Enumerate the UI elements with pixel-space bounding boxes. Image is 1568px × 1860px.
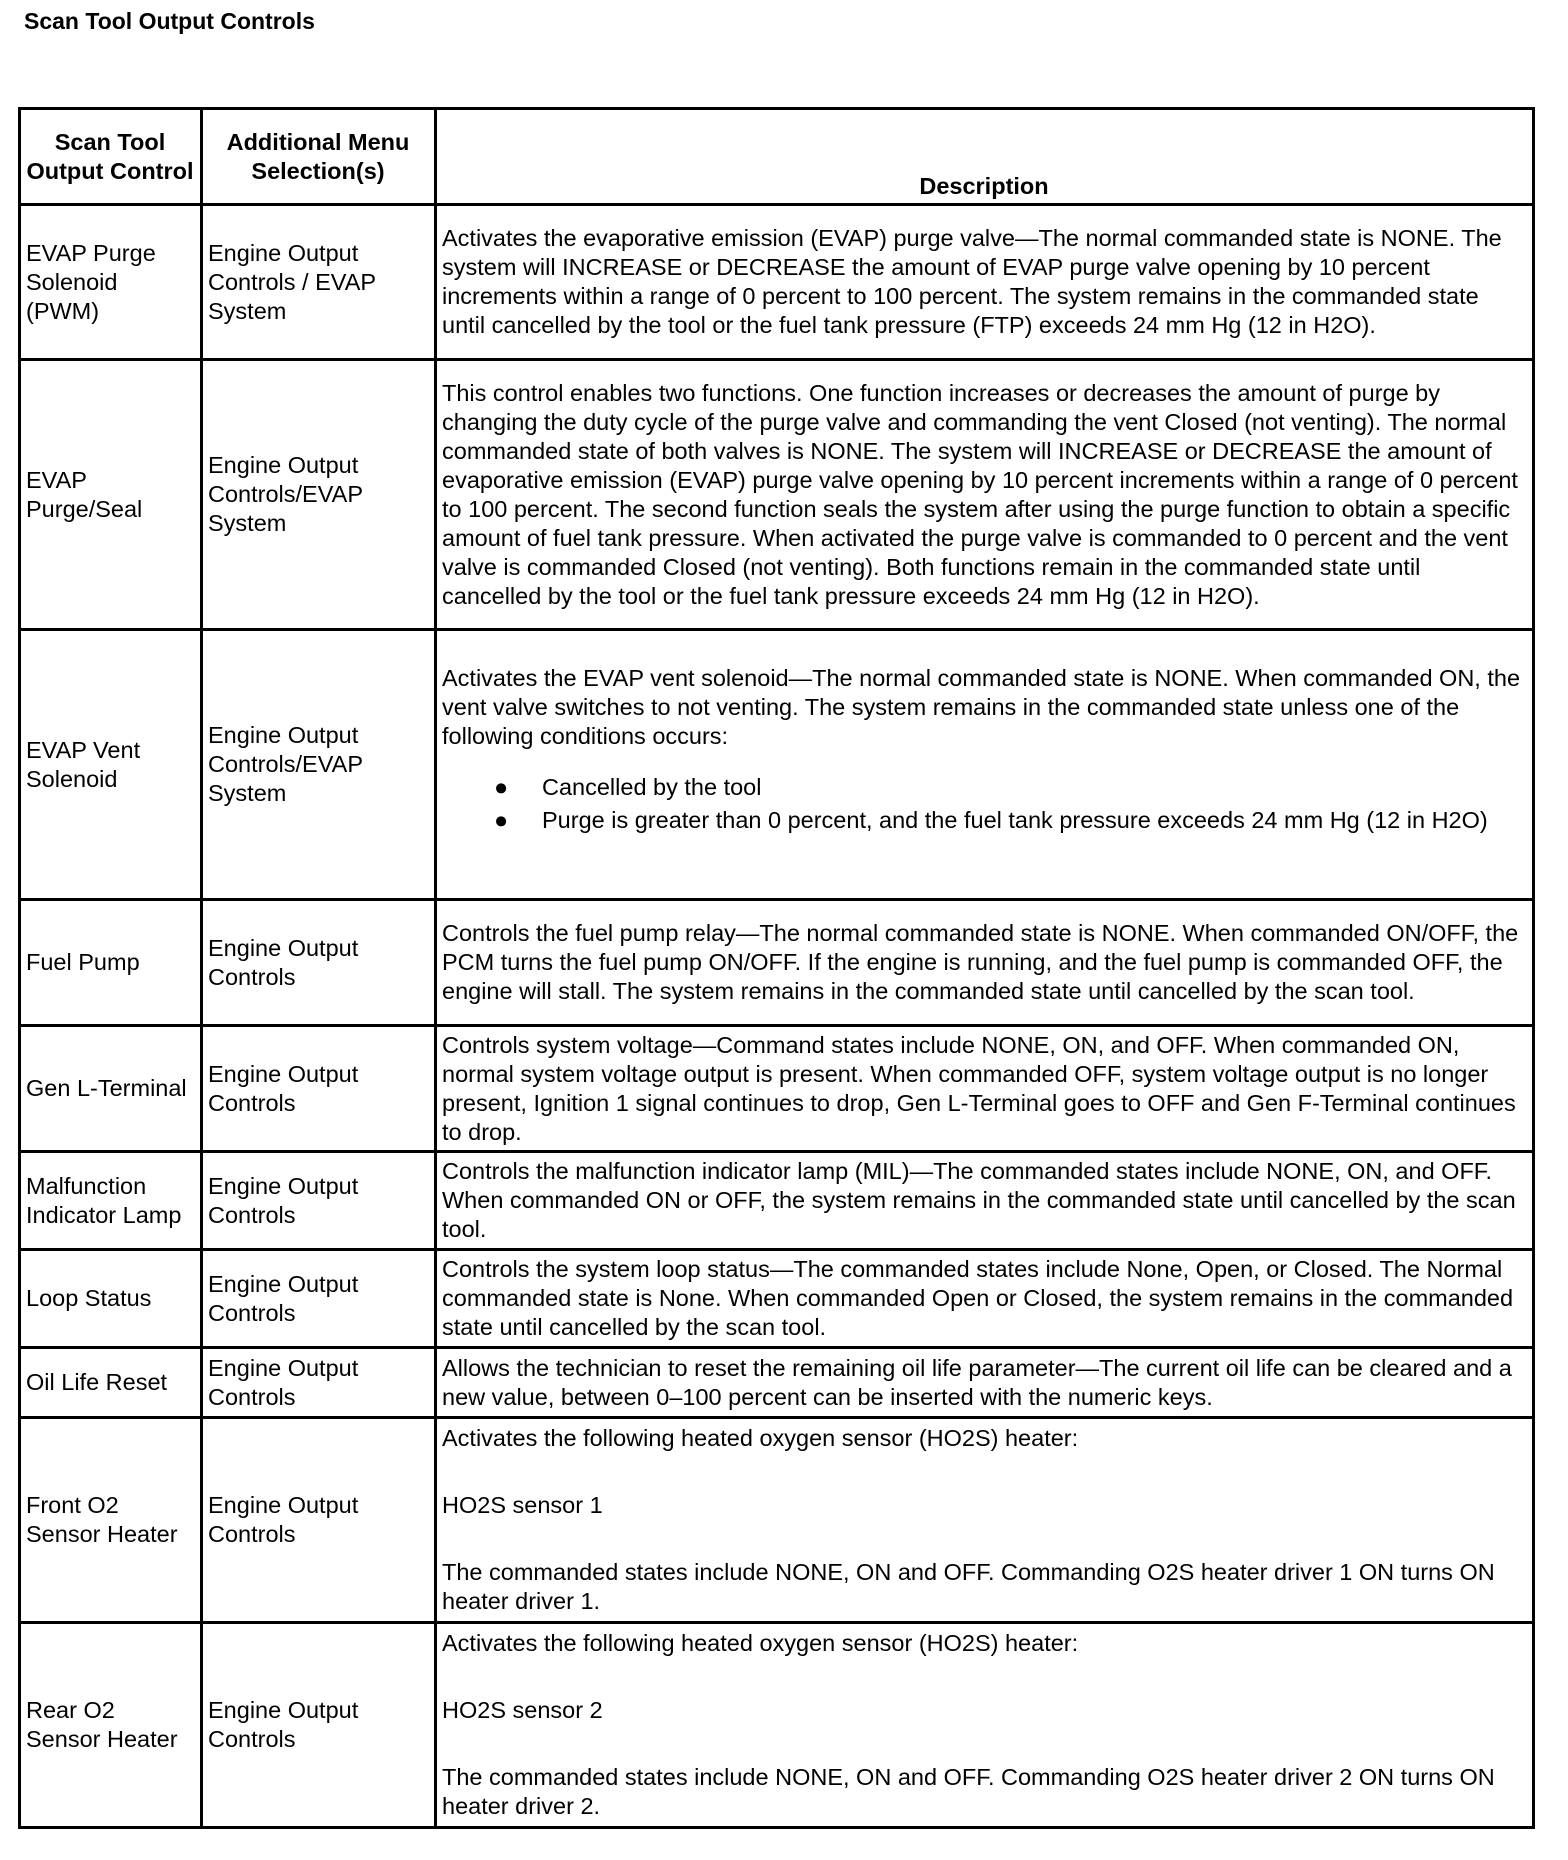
description-text: This control enables two functions. One function increases or decreases the amount of purge by changing the duty cycle of the purge valve and commanding the vent Closed (not venting). The normal commanded state of both valves is NONE. The system will INCREASE or DECREASE the amount of evaporative emission (EVAP) purge valve opening by 10 percent increments within a range of 0 percent to 100 percent. The second function seals the system after using the purge function to obtain a specific amount of fuel tank pressure. When activated the purge valve is commanded to 0 percent and the vent valve is commanded Closed (not venting). Both functions remain in the commanded state until cancelled by the tool or the fuel tank pressure exceeds 24 mm Hg (12 in H2O).	[442, 379, 1518, 609]
menu-selection: Engine Output Controls	[202, 1418, 436, 1623]
menu-selection: Engine Output Controls/EVAP System	[202, 360, 436, 630]
menu-selection: Engine Output Controls	[202, 1623, 436, 1828]
control-name: Loop Status	[20, 1250, 202, 1348]
header-menu: Additional Menu Selection(s)	[202, 109, 436, 205]
header-row	[20, 109, 1534, 205]
table-row	[20, 1152, 1534, 1250]
menu-selection: Engine Output Controls / EVAP System	[202, 205, 436, 360]
condition-list	[442, 773, 1526, 835]
description-text: Controls the malfunction indicator lamp (MIL)—The commanded states include NONE, ON, and OFF. When commanded ON or OFF, the system remains in the commanded state until cancelled by the scan tool.	[442, 1158, 1516, 1242]
menu-selection: Engine Output Controls	[202, 1250, 436, 1348]
menu-selection: Engine Output Controls	[202, 1026, 436, 1152]
header-control: Scan Tool Output Control	[20, 109, 202, 205]
description	[436, 1152, 1534, 1250]
table-row	[20, 1348, 1534, 1418]
list-item	[494, 773, 1526, 802]
description	[436, 360, 1534, 630]
menu-selection: Engine Output Controls	[202, 1152, 436, 1250]
description-text: Controls system voltage—Command states include NONE, ON, and OFF. When commanded ON, normal system voltage output is present. When commanded OFF, system voltage output is no longer present, Ignition 1 signal continues to drop, Gen L-Terminal goes to OFF and Gen F-Terminal continues to drop.	[442, 1031, 1516, 1145]
table-row	[20, 900, 1534, 1026]
description	[436, 900, 1534, 1026]
description	[436, 1348, 1534, 1418]
table-row	[20, 205, 1534, 360]
description-text: The commanded states include NONE, ON and OFF. Commanding O2S heater driver 2 ON turns ON heater driver 2.	[442, 1764, 1495, 1819]
table-row	[20, 630, 1534, 900]
control-name: Gen L-Terminal	[20, 1026, 202, 1152]
bullet-icon: ●	[494, 774, 509, 800]
description-text: The commanded states include NONE, ON and OFF. Commanding O2S heater driver 1 ON turns ON heater driver 1.	[442, 1559, 1495, 1614]
list-item-text: Purge is greater than 0 percent, and the fuel tank pressure exceeds 24 mm Hg (12 in H2O)	[542, 807, 1488, 833]
description	[436, 205, 1534, 360]
control-name: EVAP Purge/Seal	[20, 360, 202, 630]
description-text: Activates the evaporative emission (EVAP) purge valve—The normal commanded state is NONE. The system will INCREASE or DECREASE the amount of EVAP purge valve opening by 10 percent increments within a range of 0 percent to 100 percent. The system remains in the commanded state until cancelled by the tool or the fuel tank pressure (FTP) exceeds 24 mm Hg (12 in H2O).	[442, 225, 1502, 338]
control-name: Malfunction Indicator Lamp	[20, 1152, 202, 1250]
list-item	[494, 806, 1526, 835]
table-row	[20, 1623, 1534, 1828]
control-name: Front O2 Sensor Heater	[20, 1418, 202, 1623]
description-text: HO2S sensor 1	[442, 1492, 603, 1518]
table-row	[20, 1250, 1534, 1348]
menu-selection: Engine Output Controls	[202, 1348, 436, 1418]
control-name: EVAP Purge Solenoid (PWM)	[20, 205, 202, 360]
description	[436, 1250, 1534, 1348]
description-text: Activates the following heated oxygen sensor (HO2S) heater:	[442, 1630, 1079, 1656]
description	[436, 1418, 1534, 1623]
table-row	[20, 1418, 1534, 1623]
description-text: Activates the following heated oxygen sensor (HO2S) heater:	[442, 1425, 1079, 1451]
output-controls-table	[18, 107, 1535, 1829]
control-name: Fuel Pump	[20, 900, 202, 1026]
control-name: Rear O2 Sensor Heater	[20, 1623, 202, 1828]
description-text: Allows the technician to reset the remaining oil life parameter—The current oil life can be cleared and a new value, between 0–100 percent can be inserted with the numeric keys.	[442, 1354, 1512, 1410]
menu-selection: Engine Output Controls	[202, 900, 436, 1026]
control-name: EVAP Vent Solenoid	[20, 630, 202, 900]
description-text: Activates the EVAP vent solenoid—The normal commanded state is NONE. When commanded ON, the vent valve switches to not venting. The system remains in the commanded state unless one of the following conditions occurs:	[442, 665, 1521, 749]
bullet-icon: ●	[494, 807, 509, 833]
menu-selection: Engine Output Controls/EVAP System	[202, 630, 436, 900]
page-title: Scan Tool Output Controls	[24, 8, 315, 34]
control-name: Oil Life Reset	[20, 1348, 202, 1418]
description	[436, 630, 1534, 900]
list-item-text: Cancelled by the tool	[542, 774, 762, 800]
description	[436, 1026, 1534, 1152]
table-row	[20, 1026, 1534, 1152]
header-description: Description	[436, 109, 1534, 205]
description-text: Controls the system loop status—The commanded states include None, Open, or Closed. The Normal commanded state is None. When commanded Open or Closed, the system remains in the commanded state until cancelled by the scan tool.	[442, 1256, 1514, 1340]
description-text: HO2S sensor 2	[442, 1697, 603, 1723]
description	[436, 1623, 1534, 1828]
table-row	[20, 360, 1534, 630]
description-text: Controls the fuel pump relay—The normal commanded state is NONE. When commanded ON/OFF, the PCM turns the fuel pump ON/OFF. If the engine is running, and the fuel pump is commanded OFF, the engine will stall. The system remains in the commanded state until cancelled by the scan tool.	[442, 920, 1519, 1004]
